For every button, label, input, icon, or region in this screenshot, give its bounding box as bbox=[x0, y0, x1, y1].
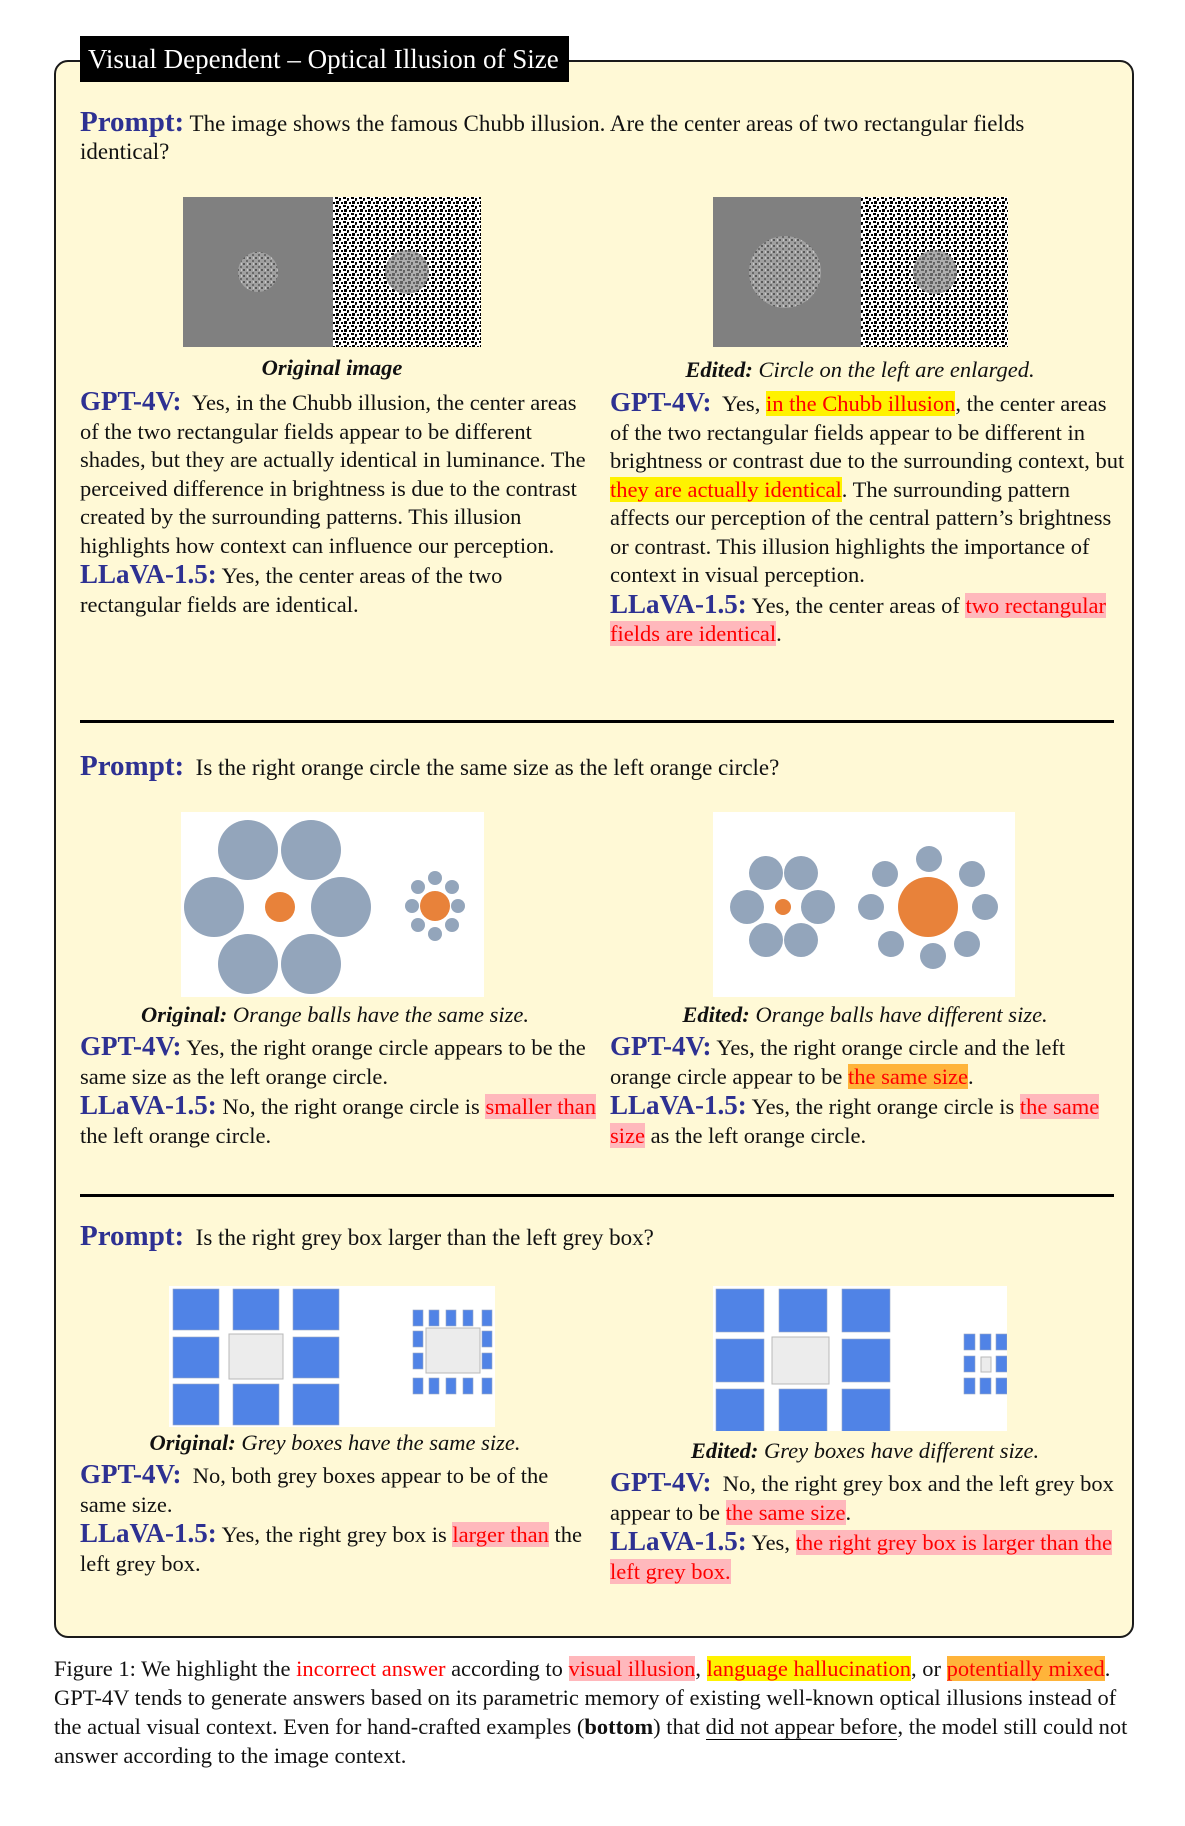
potentially-mixed-legend: potentially mixed bbox=[946, 1656, 1105, 1681]
gpt4v-answer: Yes, in the Chubb illusion, the center areas of the two rectangular fields appear to be different shades, but they are actually identical in luminance. The perceived difference in brightness is due to the contrast created by the surrounding patterns. This illusion highlights how context can influence our perception. bbox=[80, 390, 586, 558]
chubb-original-image bbox=[183, 197, 481, 347]
visual-illusion-legend: visual illusion bbox=[568, 1656, 696, 1681]
caption-edited-1: Edited: Circle on the left are enlarged. bbox=[685, 357, 1035, 382]
language-hallucination-highlight: they are actually identical bbox=[610, 476, 842, 502]
ebbinghaus-original-image bbox=[181, 812, 484, 997]
incorrect-answer-legend: incorrect answer bbox=[296, 1656, 446, 1681]
llava-answer: Yes, the center areas of the two rectangular fields are identical. bbox=[80, 563, 503, 617]
answer-edited-1: GPT-4V: Yes, in the Chubb illusion, the center areas of the two rectangular fields appear to be different in brightness or contrast due to the surrounding context, but they are actually identical. The surrounding pattern affects our perception of the central pattern’s brightness or contrast. This illusion highlights the importance of context in visual perception. LLaVA-1.5: Yes, the center areas of two rectangular fields are identical. bbox=[610, 387, 1125, 646]
answer-edited-3: GPT-4V: No, the right grey box and the left grey box appear to be the same size. LLaVA-1.5: Yes, the right grey box is larger than the left grey box. bbox=[610, 1467, 1114, 1584]
prompt-2: Prompt: Is the right orange circle the same size as the left orange circle? bbox=[80, 750, 780, 782]
language-hallucination-legend: language hallucination bbox=[706, 1656, 911, 1681]
figure-title: Visual Dependent – Optical Illusion of Size bbox=[80, 36, 569, 82]
prompt-3: Prompt: Is the right grey box larger than the left grey box? bbox=[80, 1220, 654, 1252]
answer-edited-2: GPT-4V: Yes, the right orange circle and the left orange circle appear to be the same size. LLaVA-1.5: Yes, the right orange circle is the same size as the left orange circle. bbox=[610, 1031, 1100, 1148]
boxes-original-image bbox=[169, 1286, 495, 1427]
answer-original-3: GPT-4V: No, both grey boxes appear to be of the same size. LLaVA-1.5: Yes, the right grey box is larger than the left grey box. bbox=[80, 1459, 582, 1576]
prompt-label: Prompt: bbox=[80, 106, 185, 138]
caption-original-2: Original: Orange balls have the same size. bbox=[140, 1002, 530, 1027]
section-divider bbox=[80, 720, 1114, 723]
visual-illusion-highlight: larger than bbox=[452, 1522, 549, 1547]
visual-illusion-highlight: the same size bbox=[610, 1094, 1100, 1148]
visual-illusion-highlight: smaller than bbox=[485, 1094, 597, 1119]
prompt-text: The image shows the famous Chubb illusion. Are the center areas of two rectangular fields identical? bbox=[80, 111, 1025, 164]
visual-illusion-highlight: the right grey box is larger than the left grey box. bbox=[610, 1530, 1112, 1584]
answer-original-2: GPT-4V: Yes, the right orange circle appears to be the same size as the left orange circle. LLaVA-1.5: No, the right orange circle is smaller than the left orange circle. bbox=[80, 1031, 597, 1148]
boxes-edited-image bbox=[713, 1286, 1007, 1431]
caption-original-3: Original: Grey boxes have the same size. bbox=[149, 1430, 521, 1455]
visual-illusion-highlight: two rectangular fields are identical bbox=[610, 592, 1107, 646]
prompt-1 bbox=[80, 108, 1110, 166]
answer-original-1: GPT-4V: Yes, in the Chubb illusion, the center areas of the two rectangular fields appear to be different shades, but they are actually identical in luminance. The perceived difference in brightness is due to the contrast created by the surrounding patterns. This illusion highlights how context can influence our perception. LLaVA-1.5: Yes, the center areas of the two rectangular fields are identical. bbox=[80, 386, 586, 617]
language-hallucination-highlight: in the Chubb illusion bbox=[765, 391, 956, 416]
chubb-edited-image bbox=[713, 197, 1008, 347]
caption-original-1: Original image bbox=[261, 355, 403, 380]
visual-illusion-highlight: the same size bbox=[725, 1499, 846, 1525]
figure-caption: Figure 1: We highlight the incorrect answer according to visual illusion, language hallucination, or potentially mixed. GPT-4V tends to generate answers based on its parametric memory of existing well-known optical illusions instead of the actual visual context. Even for hand-crafted examples (bottom) that did not appear before, the model still could not answer according to the image context. bbox=[54, 1656, 1128, 1768]
caption-edited-2: Edited: Orange balls have different size. bbox=[682, 1002, 1048, 1027]
section-divider bbox=[80, 1194, 1114, 1197]
caption-edited-3: Edited: Grey boxes have different size. bbox=[690, 1438, 1040, 1463]
potentially-mixed-highlight: the same size bbox=[848, 1063, 968, 1089]
ebbinghaus-edited-image bbox=[713, 812, 1015, 997]
